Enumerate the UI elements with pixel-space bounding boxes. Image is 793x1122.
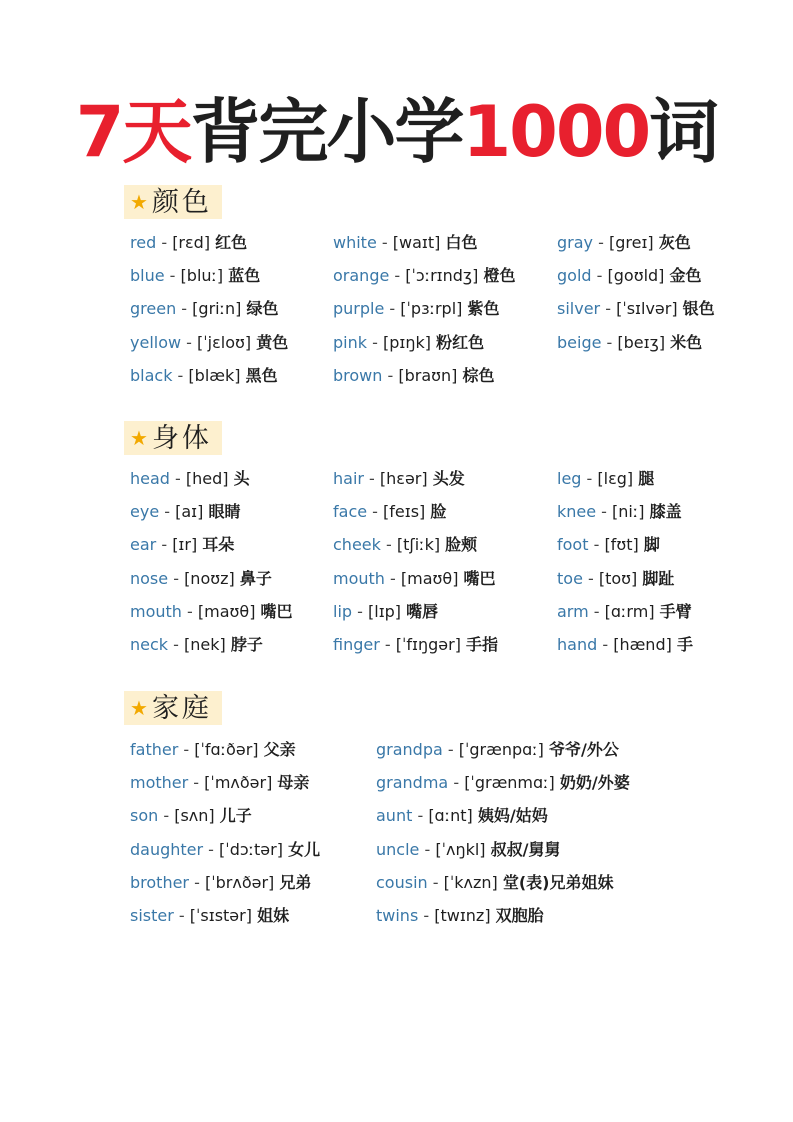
english-word: finger bbox=[333, 635, 380, 654]
english-word: sister bbox=[130, 906, 174, 925]
separator: - bbox=[600, 299, 617, 318]
vocab-entry bbox=[557, 298, 715, 320]
phonetic: [ˈjɛloʊ] bbox=[197, 333, 252, 352]
separator: - bbox=[379, 635, 396, 654]
vocab-entry bbox=[557, 501, 682, 523]
english-word: orange bbox=[333, 266, 390, 285]
separator: - bbox=[593, 233, 609, 252]
vocab-entry bbox=[376, 839, 560, 861]
phonetic: [beɪʒ] bbox=[617, 333, 666, 352]
chinese-meaning: 鼻子 bbox=[239, 569, 272, 588]
chinese-meaning: 兄弟 bbox=[279, 873, 312, 892]
separator: - bbox=[181, 602, 198, 621]
star-icon: ★ bbox=[130, 426, 148, 450]
vocab-entry bbox=[130, 298, 278, 320]
chinese-meaning: 金色 bbox=[669, 266, 702, 285]
separator: - bbox=[169, 469, 186, 488]
phonetic: [lɛg] bbox=[597, 469, 634, 488]
phonetic: [aɪ] bbox=[175, 502, 204, 521]
chinese-meaning: 手 bbox=[676, 635, 693, 654]
chinese-meaning: 棕色 bbox=[462, 366, 495, 385]
chinese-meaning: 耳朵 bbox=[202, 535, 235, 554]
phonetic: [ˈdɔːtər] bbox=[219, 840, 283, 859]
separator: - bbox=[164, 266, 181, 285]
vocab-entry bbox=[130, 634, 263, 656]
phonetic: [braʊn] bbox=[398, 366, 458, 385]
chinese-meaning: 手臂 bbox=[659, 602, 692, 621]
vocab-entry bbox=[130, 232, 247, 254]
chinese-meaning: 紫色 bbox=[467, 299, 500, 318]
phonetic: [niː] bbox=[612, 502, 645, 521]
english-word: twins bbox=[376, 906, 419, 925]
phonetic: [ˈsɪlvər] bbox=[616, 299, 678, 318]
chinese-meaning: 腿 bbox=[638, 469, 655, 488]
english-word: face bbox=[333, 502, 368, 521]
phonetic: [ˈfɪŋgər] bbox=[395, 635, 461, 654]
separator: - bbox=[188, 773, 205, 792]
vocab-entry bbox=[333, 365, 495, 387]
vocab-entry bbox=[557, 634, 693, 656]
phonetic: [ˈbrʌðər] bbox=[204, 873, 275, 892]
chinese-meaning: 黄色 bbox=[256, 333, 289, 352]
vocab-entry bbox=[376, 905, 544, 927]
vocab-entry bbox=[130, 365, 278, 387]
phonetic: [griːn] bbox=[192, 299, 242, 318]
separator: - bbox=[582, 569, 599, 588]
english-word: aunt bbox=[376, 806, 413, 825]
vocab-entry bbox=[557, 534, 660, 556]
chinese-meaning: 头 bbox=[233, 469, 250, 488]
chinese-meaning: 白色 bbox=[445, 233, 478, 252]
phonetic: [nek] bbox=[184, 635, 226, 654]
separator: - bbox=[382, 366, 399, 385]
separator: - bbox=[448, 773, 465, 792]
english-word: mouth bbox=[130, 602, 182, 621]
separator: - bbox=[173, 906, 190, 925]
vocab-entry bbox=[333, 501, 446, 523]
vocab-entry bbox=[376, 739, 619, 761]
chinese-meaning: 双胞胎 bbox=[495, 906, 544, 925]
english-word: black bbox=[130, 366, 173, 385]
phonetic: [ɑːrm] bbox=[604, 602, 655, 621]
separator: - bbox=[588, 535, 605, 554]
english-word: hand bbox=[557, 635, 598, 654]
section-heading-label: 家庭 bbox=[151, 692, 212, 724]
section-heading-label: 颜色 bbox=[151, 186, 212, 218]
separator: - bbox=[376, 233, 393, 252]
separator: - bbox=[203, 840, 220, 859]
vocab-entry bbox=[557, 568, 674, 590]
phonetic: [pɪŋk] bbox=[382, 333, 431, 352]
vocab-entry bbox=[130, 501, 240, 523]
chinese-meaning: 嘴巴 bbox=[463, 569, 496, 588]
phonetic: [blæk] bbox=[188, 366, 241, 385]
chinese-meaning: 脸 bbox=[430, 502, 447, 521]
phonetic: [hænd] bbox=[613, 635, 672, 654]
section-heading-family bbox=[124, 691, 222, 725]
title-part-2: 背完小学 bbox=[190, 91, 463, 173]
phonetic: [feɪs] bbox=[383, 502, 426, 521]
vocab-entry bbox=[130, 805, 252, 827]
separator: - bbox=[591, 266, 608, 285]
english-word: toe bbox=[557, 569, 583, 588]
chinese-meaning: 橙色 bbox=[483, 266, 516, 285]
phonetic: [maʊθ] bbox=[197, 602, 256, 621]
english-word: gold bbox=[557, 266, 592, 285]
chinese-meaning: 堂(表)兄弟姐妹 bbox=[502, 873, 614, 892]
separator: - bbox=[384, 569, 401, 588]
vocab-entry bbox=[130, 739, 296, 761]
english-word: cheek bbox=[333, 535, 381, 554]
phonetic: [hed] bbox=[185, 469, 229, 488]
english-word: grandma bbox=[376, 773, 449, 792]
separator: - bbox=[581, 469, 598, 488]
chinese-meaning: 黑色 bbox=[245, 366, 278, 385]
english-word: knee bbox=[557, 502, 597, 521]
vocab-entry bbox=[130, 332, 288, 354]
chinese-meaning: 姐妹 bbox=[257, 906, 290, 925]
vocab-entry bbox=[376, 872, 614, 894]
phonetic: [fʊt] bbox=[604, 535, 639, 554]
separator: - bbox=[380, 535, 397, 554]
vocab-entry bbox=[557, 468, 654, 490]
chinese-meaning: 姨妈/姑妈 bbox=[477, 806, 548, 825]
title-part-1: 7天 bbox=[75, 91, 191, 173]
english-word: daughter bbox=[130, 840, 204, 859]
separator: - bbox=[189, 873, 205, 892]
separator: - bbox=[384, 299, 401, 318]
chinese-meaning: 女儿 bbox=[288, 840, 321, 859]
english-word: nose bbox=[130, 569, 169, 588]
english-word: brother bbox=[130, 873, 190, 892]
phonetic: [ˈpɜːrpl] bbox=[400, 299, 463, 318]
chinese-meaning: 脸颊 bbox=[445, 535, 478, 554]
separator: - bbox=[418, 906, 435, 925]
vocab-entry bbox=[557, 265, 702, 287]
separator: - bbox=[588, 602, 605, 621]
vocab-entry bbox=[130, 568, 272, 590]
separator: - bbox=[156, 535, 173, 554]
chinese-meaning: 儿子 bbox=[219, 806, 252, 825]
phonetic: [ˈʌŋkl] bbox=[435, 840, 486, 859]
vocab-entry bbox=[333, 332, 484, 354]
separator: - bbox=[442, 740, 459, 759]
separator: - bbox=[158, 806, 175, 825]
chinese-meaning: 嘴唇 bbox=[406, 602, 439, 621]
separator: - bbox=[596, 502, 613, 521]
phonetic: [ˈsɪstər] bbox=[189, 906, 252, 925]
vocab-entry bbox=[333, 232, 477, 254]
phonetic: [ɪr] bbox=[172, 535, 198, 554]
separator: - bbox=[389, 266, 406, 285]
chinese-meaning: 嘴巴 bbox=[260, 602, 293, 621]
vocab-entry bbox=[130, 772, 309, 794]
separator: - bbox=[352, 602, 368, 621]
phonetic: [ˈfɑːðər] bbox=[194, 740, 259, 759]
separator: - bbox=[419, 840, 436, 859]
section-heading-body bbox=[124, 421, 222, 455]
separator: - bbox=[181, 333, 198, 352]
separator: - bbox=[176, 299, 193, 318]
english-word: arm bbox=[557, 602, 589, 621]
english-word: grandpa bbox=[376, 740, 443, 759]
english-word: mouth bbox=[333, 569, 385, 588]
english-word: eye bbox=[130, 502, 160, 521]
separator: - bbox=[178, 740, 195, 759]
chinese-meaning: 脖子 bbox=[230, 635, 263, 654]
phonetic: [ˈkʌzn] bbox=[443, 873, 498, 892]
phonetic: [rɛd] bbox=[172, 233, 211, 252]
chinese-meaning: 粉红色 bbox=[436, 333, 485, 352]
phonetic: [toʊ] bbox=[598, 569, 638, 588]
separator: - bbox=[367, 502, 384, 521]
english-word: brown bbox=[333, 366, 383, 385]
chinese-meaning: 红色 bbox=[215, 233, 248, 252]
vocab-entry bbox=[333, 568, 496, 590]
separator: - bbox=[159, 502, 176, 521]
vocab-entry bbox=[130, 872, 311, 894]
vocab-entry bbox=[333, 468, 465, 490]
english-word: father bbox=[130, 740, 179, 759]
english-word: blue bbox=[130, 266, 165, 285]
vocab-entry bbox=[333, 298, 500, 320]
chinese-meaning: 叔叔/舅舅 bbox=[490, 840, 561, 859]
english-word: son bbox=[130, 806, 159, 825]
phonetic: [maʊθ] bbox=[400, 569, 459, 588]
page-title bbox=[0, 92, 793, 172]
english-word: purple bbox=[333, 299, 385, 318]
chinese-meaning: 银色 bbox=[682, 299, 715, 318]
english-word: ear bbox=[130, 535, 157, 554]
vocab-entry bbox=[130, 265, 260, 287]
vocab-entry bbox=[376, 772, 630, 794]
title-part-4: 词 bbox=[649, 91, 718, 173]
english-word: green bbox=[130, 299, 177, 318]
vocab-entry bbox=[333, 601, 438, 623]
english-word: red bbox=[130, 233, 157, 252]
phonetic: [ˈmʌðər] bbox=[204, 773, 273, 792]
chinese-meaning: 眼睛 bbox=[208, 502, 241, 521]
separator: - bbox=[367, 333, 383, 352]
phonetic: [ˈɔːrɪndʒ] bbox=[405, 266, 479, 285]
vocab-entry bbox=[333, 265, 516, 287]
phonetic: [bluː] bbox=[180, 266, 224, 285]
chinese-meaning: 头发 bbox=[432, 469, 465, 488]
section-heading-label: 身体 bbox=[151, 422, 212, 454]
english-word: uncle bbox=[376, 840, 420, 859]
english-word: yellow bbox=[130, 333, 182, 352]
phonetic: [ɑːnt] bbox=[428, 806, 473, 825]
english-word: white bbox=[333, 233, 377, 252]
phonetic: [ˈgrænmɑː] bbox=[464, 773, 555, 792]
vocab-entry bbox=[557, 601, 692, 623]
english-word: cousin bbox=[376, 873, 428, 892]
separator: - bbox=[172, 366, 189, 385]
separator: - bbox=[427, 873, 444, 892]
phonetic: [twɪnz] bbox=[434, 906, 491, 925]
vocab-entry bbox=[376, 805, 548, 827]
chinese-meaning: 米色 bbox=[670, 333, 703, 352]
chinese-meaning: 爷爷/外公 bbox=[549, 740, 619, 759]
phonetic: [sʌn] bbox=[174, 806, 215, 825]
separator: - bbox=[168, 569, 185, 588]
phonetic: [hɛər] bbox=[379, 469, 428, 488]
chinese-meaning: 奶奶/外婆 bbox=[559, 773, 630, 792]
english-word: lip bbox=[333, 602, 353, 621]
separator: - bbox=[156, 233, 173, 252]
separator: - bbox=[412, 806, 429, 825]
vocab-entry bbox=[557, 332, 702, 354]
chinese-meaning: 母亲 bbox=[277, 773, 310, 792]
chinese-meaning: 父亲 bbox=[263, 740, 296, 759]
phonetic: [goʊld] bbox=[607, 266, 665, 285]
english-word: neck bbox=[130, 635, 169, 654]
section-heading-colors bbox=[124, 185, 222, 219]
star-icon: ★ bbox=[130, 696, 148, 720]
phonetic: [noʊz] bbox=[184, 569, 235, 588]
chinese-meaning: 绿色 bbox=[246, 299, 279, 318]
phonetic: [waɪt] bbox=[392, 233, 441, 252]
phonetic: [ˈgrænpɑː] bbox=[458, 740, 544, 759]
vocab-entry bbox=[130, 534, 234, 556]
english-word: hair bbox=[333, 469, 364, 488]
phonetic: [lɪp] bbox=[368, 602, 402, 621]
english-word: foot bbox=[557, 535, 589, 554]
english-word: leg bbox=[557, 469, 582, 488]
english-word: head bbox=[130, 469, 170, 488]
english-word: mother bbox=[130, 773, 189, 792]
vocab-entry bbox=[557, 232, 691, 254]
separator: - bbox=[601, 333, 618, 352]
english-word: beige bbox=[557, 333, 602, 352]
vocab-entry bbox=[333, 634, 498, 656]
vocab-entry bbox=[130, 601, 293, 623]
vocab-entry bbox=[333, 534, 477, 556]
chinese-meaning: 手指 bbox=[466, 635, 499, 654]
vocab-entry bbox=[130, 839, 320, 861]
vocab-entry bbox=[130, 905, 289, 927]
chinese-meaning: 脚 bbox=[643, 535, 660, 554]
english-word: pink bbox=[333, 333, 368, 352]
vocab-entry bbox=[130, 468, 250, 490]
chinese-meaning: 蓝色 bbox=[228, 266, 261, 285]
english-word: gray bbox=[557, 233, 594, 252]
chinese-meaning: 灰色 bbox=[658, 233, 691, 252]
separator: - bbox=[597, 635, 614, 654]
separator: - bbox=[168, 635, 184, 654]
chinese-meaning: 脚趾 bbox=[642, 569, 675, 588]
phonetic: [greɪ] bbox=[608, 233, 654, 252]
star-icon: ★ bbox=[130, 190, 148, 214]
separator: - bbox=[363, 469, 380, 488]
phonetic: [tʃiːk] bbox=[396, 535, 441, 554]
english-word: silver bbox=[557, 299, 601, 318]
chinese-meaning: 膝盖 bbox=[649, 502, 682, 521]
title-part-3: 1000 bbox=[462, 91, 650, 173]
